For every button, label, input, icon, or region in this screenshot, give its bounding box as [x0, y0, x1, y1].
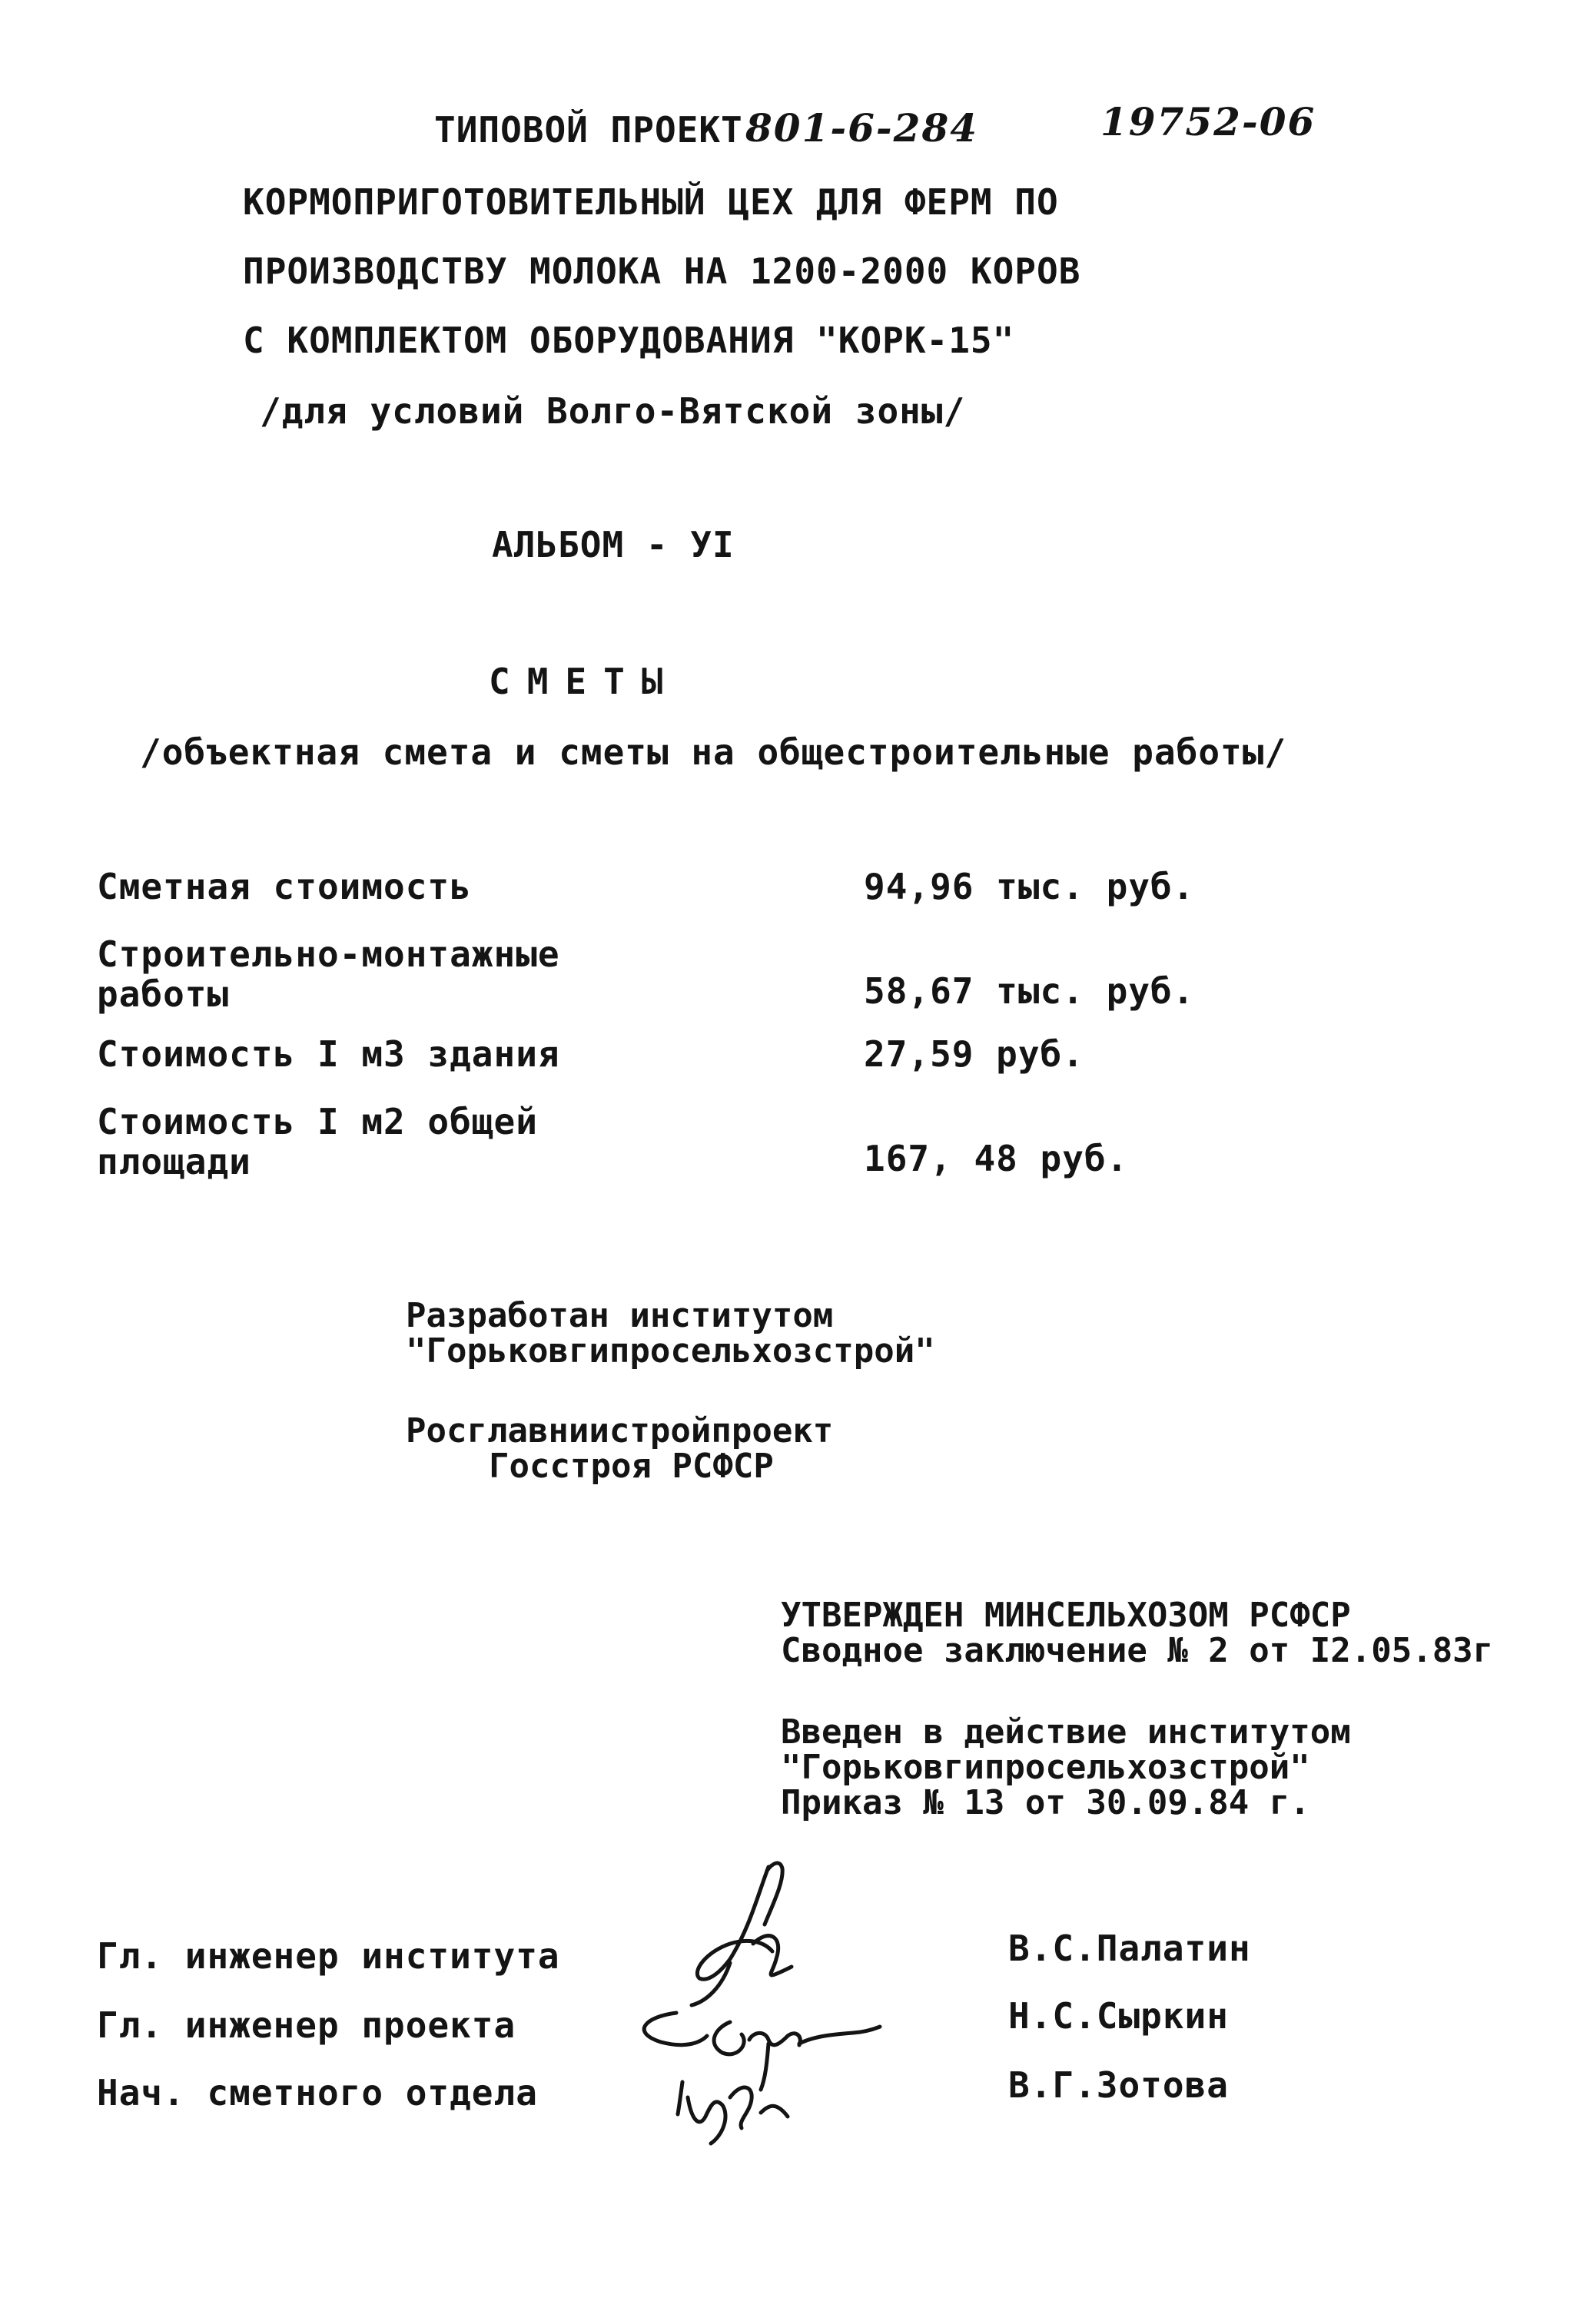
cost-value-total: 94,96 тыс. руб. [864, 866, 1195, 907]
enactment-block [781, 1712, 1351, 1822]
handwritten-signatures [615, 1852, 891, 2159]
cost-value-construction: 58,67 тыс. руб. [864, 970, 1195, 1012]
cost-label-total-line-1: Сметная стоимость [97, 866, 472, 907]
title-line-4: /для условий Волго-Вятской зоны/ [260, 390, 966, 432]
authority-line-2: Госстроя РСФСР [489, 1447, 774, 1486]
inventory-number: 19752-06 [1100, 99, 1316, 144]
cost-label-per-m2-line-1: Стоимость I м2 общей [97, 1101, 538, 1142]
cost-label-construction-line-1: Строительно-монтажные [97, 933, 560, 975]
signatory-position-2: Гл. инженер проекта [97, 2004, 516, 2046]
cost-label-total [97, 867, 472, 907]
developer-block [406, 1298, 935, 1369]
cost-value-per-m2: 167, 48 руб. [864, 1138, 1129, 1179]
approval-line-1: УТВЕРЖДЕН МИНСЕЛЬХОЗОМ РСФСР [781, 1596, 1351, 1635]
cost-label-construction-line-2: работы [97, 973, 230, 1015]
authority-line-1: Росглавниистройпроект [406, 1411, 834, 1450]
enactment-line-1: Введен в действие институтом [781, 1712, 1351, 1752]
signatory-position-1: Гл. инженер института [97, 1935, 560, 1977]
developer-line-1: Разработан институтом [406, 1296, 834, 1335]
cost-label-per-m3-line-1: Стоимость I м3 здания [97, 1033, 560, 1075]
signatory-name-1: В.С.Палатин [1008, 1928, 1251, 1969]
signatory-name-2: Н.С.Сыркин [1008, 1995, 1229, 2037]
approval-line-2: Сводное заключение № 2 от I2.05.83г [781, 1631, 1494, 1670]
project-number: 801-6-284 [745, 105, 979, 151]
signatory-name-3: В.Г.Зотова [1008, 2064, 1229, 2106]
title-line-2: ПРОИЗВОДСТВУ МОЛОКА НА 1200-2000 КОРОВ [243, 250, 1081, 292]
enactment-line-3: Приказ № 13 от 30.09.84 г. [781, 1783, 1310, 1822]
cost-label-per-m2-line-2: площади [97, 1141, 251, 1182]
authority-block [406, 1411, 834, 1486]
album-label: АЛЬБОМ - УI [492, 524, 735, 565]
developer-line-2: "Горьковгипросельхозстрой" [406, 1331, 935, 1371]
project-label: ТИПОВОЙ ПРОЕКТ [434, 109, 743, 151]
cost-label-per-m3 [97, 1034, 560, 1074]
title-line-3: С КОМПЛЕКТОМ ОБОРУДОВАНИЯ "КОРК-15" [243, 320, 1015, 361]
approval-block [781, 1598, 1493, 1669]
section-subtitle: /объектная смета и сметы на общестроительные работы/ [140, 731, 1287, 773]
signatory-position-3: Нач. сметного отдела [97, 2072, 538, 2113]
enactment-line-2: "Горьковгипросельхозстрой" [781, 1748, 1310, 1787]
cost-label-per-m2 [97, 1102, 538, 1182]
title-line-1: КОРМОПРИГОТОВИТЕЛЬНЫЙ ЦЕХ ДЛЯ ФЕРМ ПО [243, 181, 1059, 223]
cost-label-construction [97, 934, 560, 1014]
section-title: СМЕТЫ [489, 661, 680, 702]
cost-value-per-m3: 27,59 руб. [864, 1033, 1084, 1075]
